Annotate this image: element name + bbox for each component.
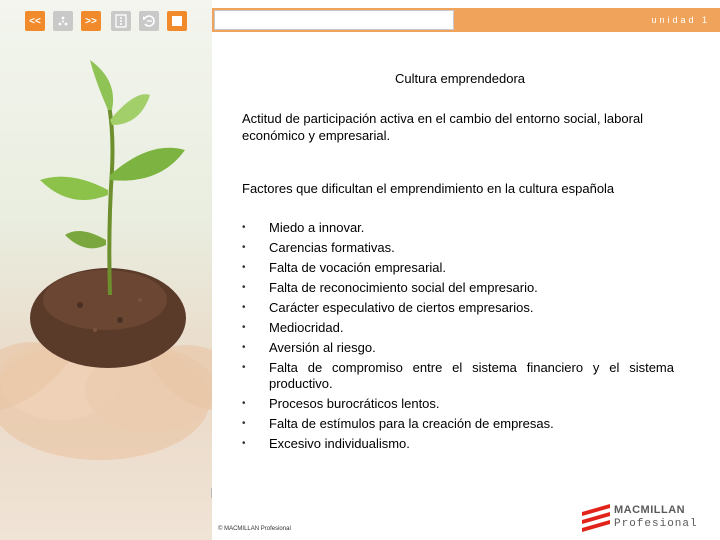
- intro-text: Actitud de participación activa en el cambio del entorno social, laboral económico y empresarial.: [242, 111, 644, 143]
- stop-button[interactable]: [167, 11, 187, 31]
- double-chevron-right-icon: >>: [85, 15, 97, 27]
- section-subtitle: Factores que dificultan el emprendimiento en la cultura española: [242, 181, 615, 196]
- return-button[interactable]: [139, 11, 159, 31]
- macmillan-logo-mark: [580, 502, 612, 534]
- index-icon: [115, 14, 127, 28]
- list-item: • Aversión al riesgo.: [242, 340, 674, 356]
- index-button[interactable]: [111, 11, 131, 31]
- list-item: • Procesos burocráticos lentos.: [242, 396, 674, 412]
- list-item: • Excesivo individualismo.: [242, 436, 674, 452]
- grid-button[interactable]: [53, 11, 73, 31]
- copyright-text: © MACMILLAN Profesional: [218, 526, 291, 532]
- list-item: • Falta de estímulos para la creación de empresas.: [242, 416, 674, 432]
- header-title-box: [214, 10, 454, 30]
- double-chevron-left-icon: <<: [29, 15, 41, 27]
- list-item: • Miedo a innovar.: [242, 220, 674, 236]
- panel-divider: [211, 488, 212, 498]
- return-icon: [142, 14, 156, 28]
- seedling-hands-image: [0, 0, 212, 540]
- stop-icon: [171, 15, 183, 27]
- logo-text-top: MACMILLAN: [614, 504, 686, 516]
- list-item: • Carencias formativas.: [242, 240, 674, 256]
- macmillan-logo: [580, 500, 714, 536]
- list-item: • Falta de reconocimiento social del empresario.: [242, 280, 674, 296]
- next-button[interactable]: [81, 11, 101, 31]
- list-item: • Falta de vocación empresarial.: [242, 260, 674, 276]
- list-item: • Mediocridad.: [242, 320, 674, 336]
- factors-list: [242, 220, 674, 456]
- dots-grid-icon: [57, 15, 69, 27]
- page-title: Cultura emprendedora: [394, 71, 526, 86]
- unit-label: unidad 1: [651, 15, 710, 25]
- list-item: • Carácter especulativo de ciertos empresarios.: [242, 300, 674, 316]
- list-item: • Falta de compromiso entre el sistema financiero y el sistema productivo.: [242, 360, 674, 392]
- previous-button[interactable]: [25, 11, 45, 31]
- logo-text-bottom: Profesional: [614, 518, 698, 530]
